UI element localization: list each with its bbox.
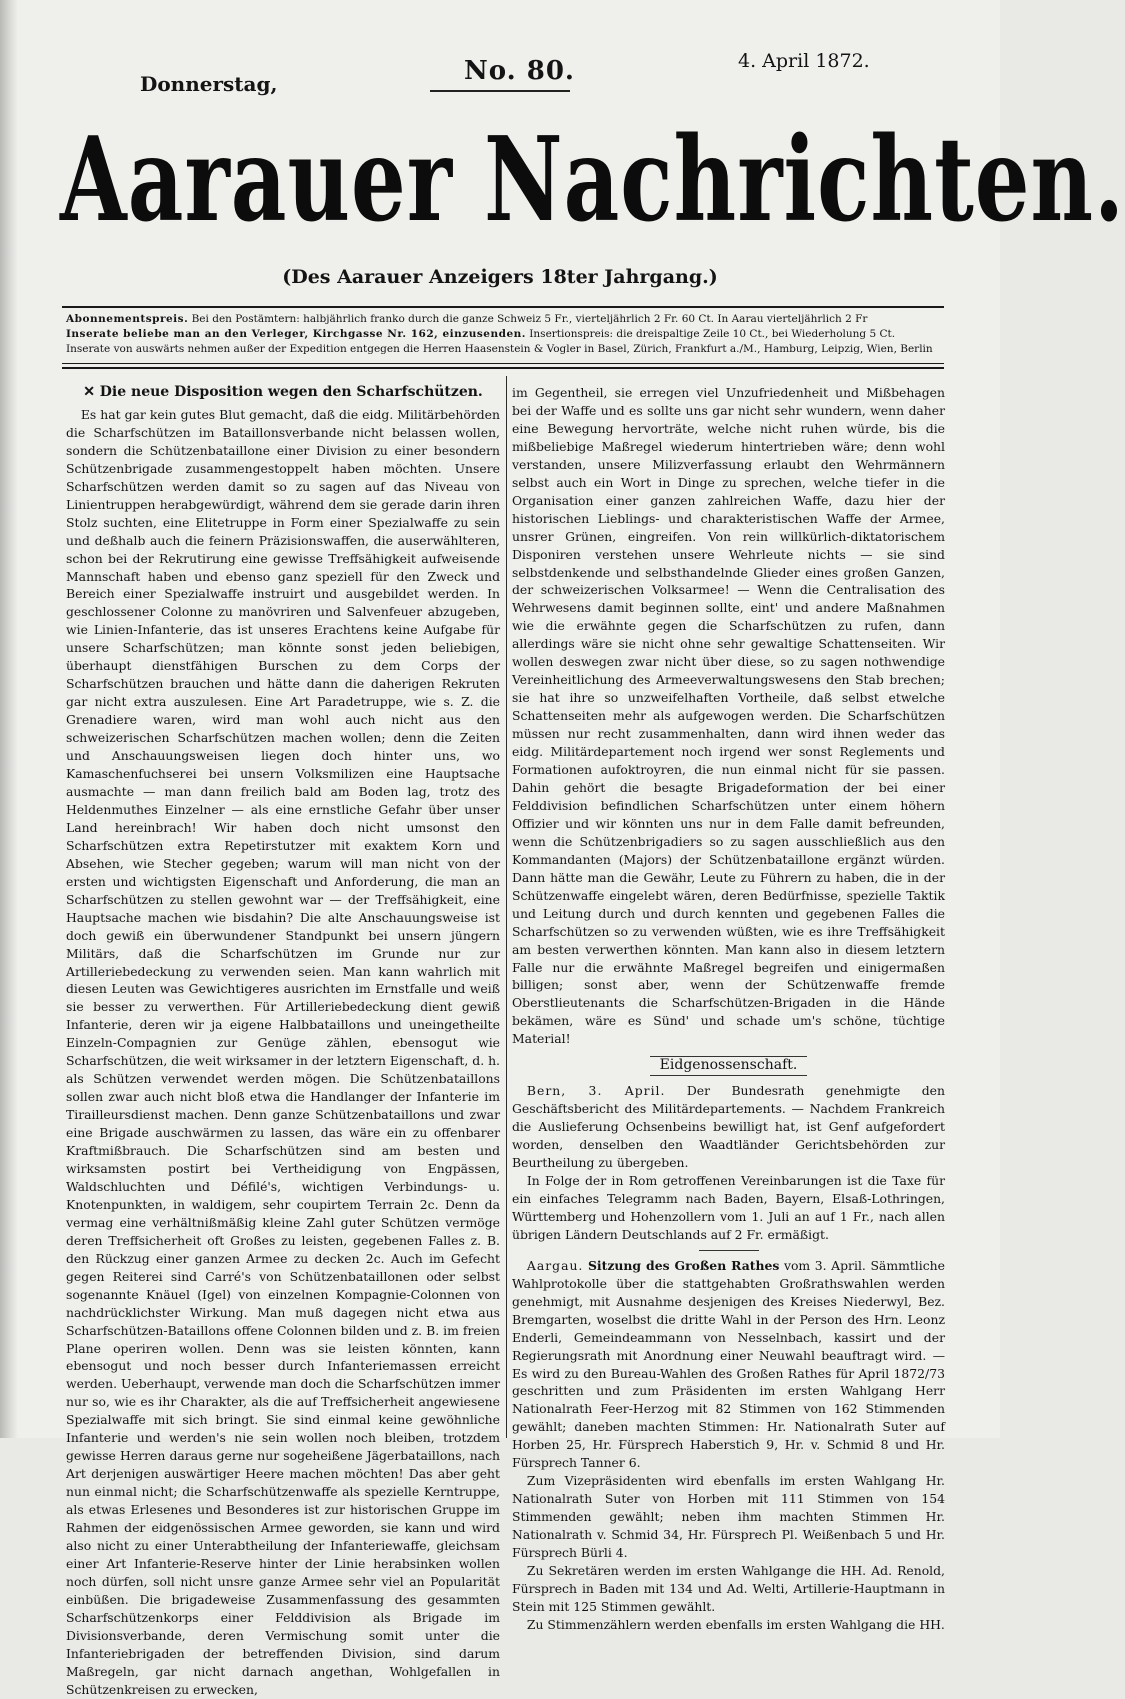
aargau-text: vom 3. April. Sämmtliche Wahlprotokolle über die stattgehabten Großrathswahlen werden genehmigt, mit Ausnahme desjenigen des Kreises Niederwyl, Bez. Bremgarten, woselbst die dritte Wahl in der Person des Hrn. Leonz Enderli, Gemeindeammann von Nesselnbach, kassirt und der Regierungsrath mit Anordnung einer Neuwahl beauftragt wird. — Es wird zu den Bureau-Wahlen des Großen Rathes für April 1872/73 geschritten und zum Präsidenten im ersten Wahlgang Herr Nationalrath Feer-Herzog mit 82 Stimmen von 162 Stimmenden gewählt; daneben machten Stimmen: Hr. Nationalrath Suter auf Horben 25, Hr. Fürsprech Haberstich 9, Hr. v. Schmid 8 und Hr. Fürsprech Tanner 6. xyxy=(512,1257,945,1471)
telegraph-report: In Folge der in Rom getroffenen Vereinbarungen ist die Taxe für ein einfaches Telegramm nach Baden, Bayern, Elsaß-Lothringen, Württemberg und Hohenzollern vom 1. Juli an auf 1 Fr., nach allen übrigen Ländern Deutschlands auf 2 Fr. ermäßigt. xyxy=(512,1172,945,1242)
aargau-dateline: Aargau. xyxy=(526,1257,584,1273)
header-rule-bottom-2 xyxy=(62,367,944,369)
left-column xyxy=(66,384,500,1697)
issue-day: Donnerstag, xyxy=(140,72,278,96)
section-title: Eidgenossenschaft. xyxy=(650,1056,808,1076)
issue-number: No. 80. xyxy=(464,56,575,86)
section-heading xyxy=(512,1056,945,1076)
issue-date: 4. April 1872. xyxy=(738,50,870,72)
issue-number-rule xyxy=(430,90,570,92)
header-rule-bottom xyxy=(62,363,944,364)
column-divider xyxy=(506,376,507,1438)
article-heading: ✕ Die neue Disposition wegen den Scharfschützen. xyxy=(83,384,483,400)
aargau-report xyxy=(512,1257,945,1472)
subscription-line xyxy=(66,313,946,325)
subscription-text: Bei den Postämtern: halbjährlich franko durch die ganze Schweiz 5 Fr., vierteljährlich 2 Fr. 60 Ct. In Aarau vierteljährlich 2 Fr xyxy=(191,313,868,325)
secretaries-report: Zu Sekretären werden im ersten Wahlgange die HH. Ad. Renold, Fürsprech in Baden mit 134 und Ad. Welti, Artillerie-Hauptmann in Stein mit 125 Stimmen gewählt. xyxy=(512,1563,945,1614)
insertion-label: Inserate beliebe man an den Verleger, Kirchgasse Nr. 162, einzusenden. xyxy=(66,328,526,340)
counters-report: Zu Stimmenzählern werden ebenfalls im ersten Wahlgang die HH. xyxy=(526,1616,945,1632)
article-body: Es hat gar kein gutes Blut gemacht, daß die eidg. Militärbehörden die Scharfschützen im Bataillonsverbande nicht belassen wollen, sondern die Schützenbataillone einer Division zu einer besondern Schützenbrigade zusammengestoppelt haben möchten. Unsere Scharfschützen werden damit so zu sagen auf das Niveau von Linientruppen herabgewürdigt, während dem sie gerade darin ihren Stolz suchten, eine Elitetruppe in Form einer Spezialwaffe zu sein und deßhalb auch die feinern Präzisionswaffen, die auserwählteren, schon bei der Rekrutirung eine gewisse Treffsähigkeit aufweisende Mannschaft haben und ebenso ganz speziell für den Zweck und Bereich einer Spezialwaffe instruirt und ausgebildet werden. In geschlossener Colonne zu manövriren und Salvenfeuer abzugeben, wie Linien-Infanterie, das ist unseres Erachtens keine Aufgabe für unsere Scharfschützen; man könnte sonst jeden beliebigen, überhaupt dienstfähigen Burschen zu dem Corps der Scharfschützen brauchen und hätte dann die daherigen Rekruten gar nicht extra auszulesen. Eine Art Paradetruppe, wie s. Z. die Grenadiere waren, wird man wohl auch nicht aus den schweizerischen Scharfschützen machen wollen; denn die Zeiten und Anschauungsweisen liegen doch hinter uns, wo Kamaschenfuchserei bei unsern Volksmilizen eine Hauptsache ausmachte — man dann freilich bald am Boden lag, trotz des Heldenmuthes Einzelner — als eine ernstliche Gefahr über unser Land hereinbrach! Wir haben doch nicht umsonst den Scharfschützen extra Repetirstutzer mit exaktem Korn und Absehen, wie Stecher gegeben; warum will man nicht von der ersten und wichtigsten Eigenschaft und Anforderung, die man an Scharfschützen zu stellen gewohnt war — der Treffsähigkeit, eine Hauptsache machen wie bisdahin? Die alte Anschauungsweise ist doch gewiß ein überwundener Standpunkt bei unsern jüngern Militärs, daß die Scharfschützen im Grunde nur zur Artilleriebedeckung zu verwenden seien. Man kann wahrlich mit diesen Leuten was Gewichtigeres ausrichten im Ernstfalle und weiß sie besser zu verwerthen. Für Artilleriebedeckung dient gewiß Infanterie, deren wir ja eigene Halbbataillons und uneingetheilte Einzeln-Compagnien zur Genüge zählen, ebensogut wie Scharfschützen, die weit wirksamer in der letztern Eigenschaft, d. h. als Schützen verwendet werden mögen. Die Schützenbataillons sollen zwar auch nicht bloß etwa die Handlanger der Infanterie im Tirailleursdienst machen. Denn ganze Schützenbataillons und zwar eine Brigade auschwärmen zu lassen, das wäre ein zu offenbarer Kraftmißbrauch. Die Scharfschützen sind am besten und wirksamsten postirt bei Vertheidigung von Engpässen, Waldschluchten und Défilé's, wichtigen Verbindungs- u. Knotenpunkten, in waldigem, sehr coupirtem Terrain 2c. Denn da vermag eine verhältnißmäßig kleine Zahl guter Schützen vermöge deren Treffsicherheit oft Großes zu leisten, gegebenen Falles z. B. den Rückzug einer ganzen Armee zu decken 2c. Auch im Gefecht gegen Reiterei sind Carré's von Schützenbataillonen oder selbst sogenannte Knäuel (Igel) von einzelnen Kompagnie-Colonnen von nachdrücklichster Wirkung. Man muß dagegen nicht etwa aus Scharfschützen-Bataillons offene Colonnen bilden und z. B. im freien Plane operiren wollen. Denn was sie leisten könnten, kann ebensogut und noch besser durch Infanteriemassen erreicht werden. Ueberhaupt, verwende man doch die Scharfschützen immer nur so, wie es ihr Charakter, als die auf Treffsicherheit angewiesene Spezialwaffe mit sich bringt. Sie sind einmal keine gewöhnliche Infanterie und werden's nie sein wollen noch bleiben, trotzdem gewisse Herren daraus gerne nur sogeheißene Jägerbataillons, nach Art derjenigen auswärtiger Heere machen möchten! Das aber geht nun einmal nicht; die Scharfschützenwaffe als spezielle Kerntruppe, als etwas Erlesenes und Besonderes ist zur historischen Gruppe im Rahmen der eidgenössischen Armee geworden, sie kann und wird also nicht zu einer Unterabtheilung der Infanteriewaffe, gleichsam einer Art Infanterie-Reserve hinter der Linie herabsinken wollen noch dürfen, soll nicht unsre ganze Armee sehr viel an Popularität einbüßen. Die brigadeweise Zusammenfassung des gesammten Scharfschützenkorps einer Felddivision als Brigade im Divisionsverbande, deren Vermischung somit unter die Infanteriebrigaden der betreffenden Division, sind darum Maßregeln, gar nicht darnach angethan, Wohlgefallen in Schützenkreisen zu erwecken, xyxy=(66,406,500,1697)
bern-report xyxy=(512,1082,945,1172)
vice-president-report: Zum Vizepräsidenten wird ebenfalls im ersten Wahlgang Hr. Nationalrath Suter von Horben mit 111 Stimmen von 154 Stimmenden gewählt; neben ihm machten Stimmen Hr. Nationalrath v. Schmid 34, Hr. Fürsprech Pl. Weißenbach 5 und Hr. Fürsprech Bürli 4. xyxy=(512,1473,945,1561)
subscription-label: Abonnementspreis. xyxy=(66,313,189,325)
article-continuation: im Gegentheil, sie erregen viel Unzufriedenheit und Mißbehagen bei der Waffe und es sollte uns gar nicht sehr wundern, wenn daher eine Bewegung hervorträte, welche nicht ruhen würde, bis die mißbeliebige Maßregel wiederum hintertrieben wäre; denn wohl verstanden, unsere Milizverfassung erlaubt den Wehrmännern selbst auch ein Wort in Dinge zu sprechen, welche tiefer in die Organisation einer ganzen zahlreichen Waffe, dazu hier der historischen Lieblings- und charakteristischen Waffe der Armee, unsrer Grünen, eingreifen. Von rein willkürlich-diktatorischem Disponiren verstehen unsere Wehrleute nichts — sie sind selbstdenkende und selbsthandelnde Glieder eines großen Ganzen, der schweizerischen Volksarmee! — Wenn die Centralisation des Wehrwesens damit beginnen sollte, eint' und andere Maßnahmen wie die erwähnte gegen die Scharfschützen zu rufen, dann allerdings wäre sie nicht ohne sehr gewaltige Schattenseiten. Wir wollen deswegen zwar nicht über diese, so zu sagen nothwendige Vereinheitlichung des Armeeverwaltungswesens den Stab brechen; sie hat ihre so unzweifelhaften Vortheile, daß selbst etwelche Schattenseiten mehr als aufgewogen werden. Die Scharfschützen müssen nur recht zusammenhalten, dann wird ihnen weder das eidg. Militärdepartement noch irgend wer sonst Reglements und Formationen aufoktroyren, die nun einmal nicht für sie passen. Dahin gehört die besagte Brigadeformation der bei einer Felddivision befindlichen Scharfschützen unter einem höhern Offizier und wir könnten uns nur in dem Falle damit befreunden, wenn die Schützenbrigadiers so zu sagen ausschließlich aus den Kommandanten (Majors) der Schützenbataillone ergänzt würden. Dann hätte man die Gewähr, Leute zu Führern zu haben, die in der Schützenwaffe eingelebt wären, deren Bedürfnisse, spezielle Taktik und Leitung durch und durch kennten und gegebenen Falles die Scharfschützen so zu verwenden wüßten, wie es ihre Treffsähigkeit am besten verwerthen könnten. Man kann also in diesem letztern Falle nur die erwähnte Maßregel begreifen und einigermaßen billigen; sonst aber, wenn der Schützenwaffe fremde Oberstlieutenants die Scharfschützen-Brigaden in die Hände bekämen, wäre es Sünd' und schade um's schöne, tüchtige Material! xyxy=(512,385,945,1047)
aargau-title: Sitzung des Großen Rathes xyxy=(587,1257,780,1273)
masthead-subtitle: (Des Aarauer Anzeigers 18ter Jahrgang.) xyxy=(282,266,718,288)
insertion-line xyxy=(66,328,946,340)
masthead-title: Aarauer Nachrichten. xyxy=(60,112,1125,249)
report-separator xyxy=(699,1250,759,1251)
agencies-line xyxy=(66,343,946,355)
right-column xyxy=(512,384,945,1632)
agencies-text: Inserate von auswärts nehmen außer der Expedition entgegen die Herren Haasenstein & Vogler in Basel, Zürich, Frankfurt a./M., Hamburg, Leipzig, Wien, Berlin xyxy=(66,343,933,355)
insertion-text: Insertionspreis: die dreispaltige Zeile 10 Ct., bei Wiederholung 5 Ct. xyxy=(529,328,896,340)
bern-text: Der Bundesrath genehmigte den Geschäftsbericht des Militärdepartements. — Nachdem Frankreich die Auslieferung Ochsenbeins bewilligt hat, ist Genf aufgefordert worden, denselben den Waadtländer Gerichtsbehörden zur Beurtheilung zu übergeben. xyxy=(512,1083,945,1171)
header-rule-top xyxy=(62,306,944,308)
bern-dateline: Bern, 3. April. xyxy=(526,1083,666,1099)
